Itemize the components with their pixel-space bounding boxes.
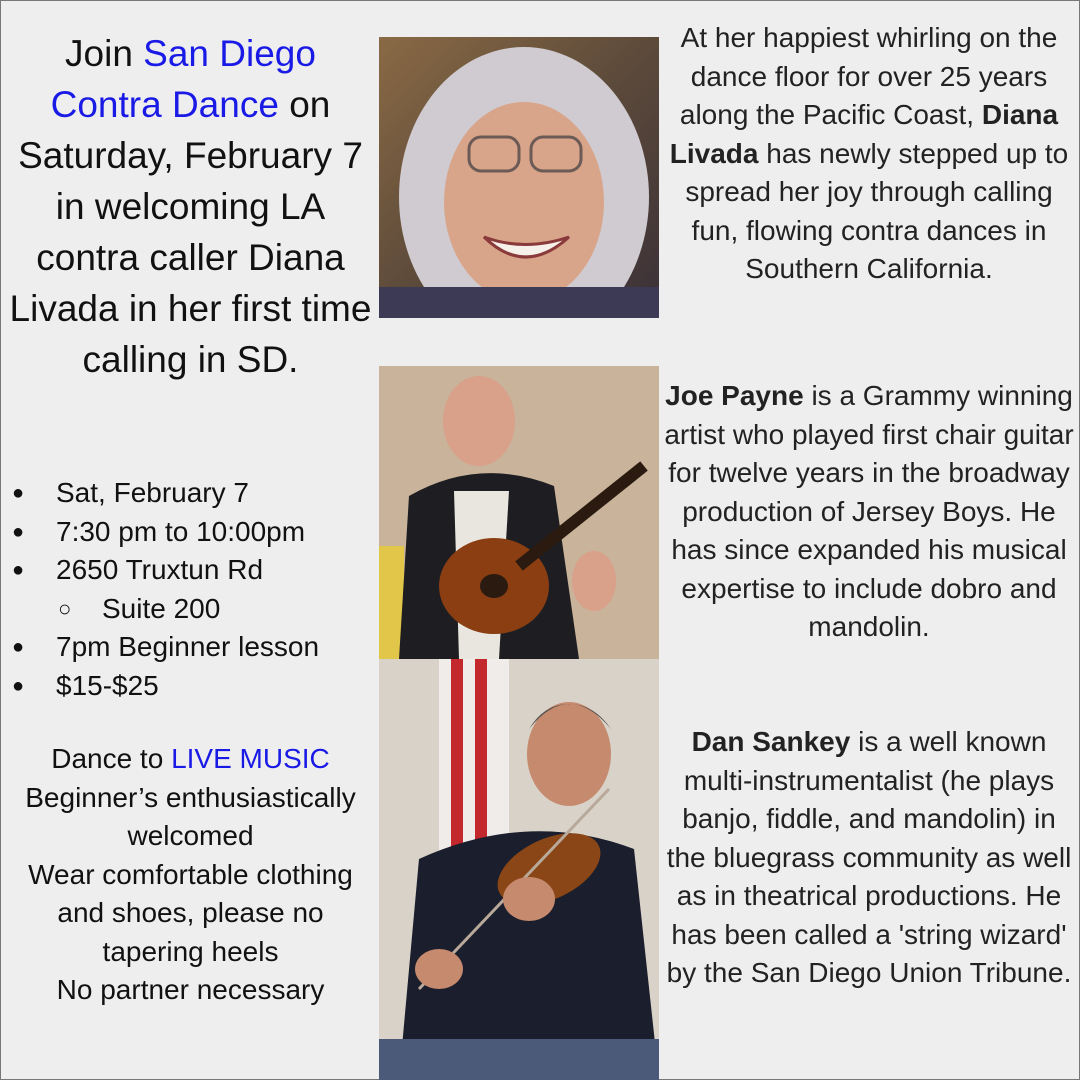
dan-name: Dan Sankey	[691, 726, 851, 757]
org-name: San Diego Contra Dance	[50, 33, 316, 125]
beginners-line: Beginner’s enthusiastically welcomed	[25, 781, 356, 851]
diana-photo	[379, 37, 659, 318]
diana-bio	[664, 19, 1074, 289]
diana-bio-after: has newly stepped up to spread her joy through calling fun, flowing contra dances in Southern California.	[685, 137, 1069, 284]
detail-time	[12, 513, 372, 552]
detail-text: $15-$25	[56, 669, 159, 701]
live-music: LIVE MUSIC	[171, 743, 330, 774]
bullet-icon: ●	[12, 674, 25, 697]
detail-price	[12, 667, 372, 706]
detail-suite	[12, 590, 372, 629]
detail-text: 7pm Beginner lesson	[56, 631, 320, 662]
detail-text: Sat, February 7	[56, 477, 249, 508]
left-column	[8, 28, 373, 385]
event-details-list	[12, 474, 372, 705]
dan-photo	[379, 659, 659, 1080]
joe-name: Joe Payne	[665, 380, 804, 411]
joe-photo	[379, 366, 659, 659]
detail-text: 7:30 pm to 10:00pm	[56, 515, 306, 547]
dance-prefix: Dance to	[51, 743, 172, 774]
joe-bio	[664, 377, 1074, 647]
headline-suffix: on Saturday, February 7 in welcoming LA contra caller Diana Livada in her first time calling in SD.	[9, 84, 372, 380]
dan-bio	[664, 723, 1074, 993]
detail-lesson	[12, 628, 372, 667]
detail-text: Suite 200	[102, 592, 221, 624]
detail-text: 2650 Truxtun Rd	[56, 554, 264, 585]
diana-name: Diana Livada	[669, 99, 1059, 169]
hollow-bullet-icon: ○	[58, 595, 72, 621]
detail-date	[12, 474, 372, 513]
bullet-icon: ●	[12, 520, 25, 543]
detail-address	[12, 551, 372, 590]
clothing-line: Wear comfortable clothing and shoes, please no tapering heels	[28, 858, 353, 967]
live-music-line	[8, 740, 373, 779]
headline	[8, 28, 373, 385]
dance-notes	[8, 740, 373, 1010]
bullet-icon: ●	[12, 636, 25, 658]
dan-bio-text: is a well known multi-instrumentalist (he plays banjo, fiddle, and mandolin) in the bluegrass community as well as in theatrical productions. He has been called a 'string wizard' by the San Diego Union Tribune.	[666, 726, 1072, 988]
headline-prefix: Join	[65, 33, 144, 74]
joe-bio-text: is a Grammy winning artist who played first chair guitar for twelve years in the broadway production of Jersey Boys. He has since expanded his musical expertise to include dobro and mandolin.	[664, 380, 1074, 642]
bullet-icon: ●	[12, 482, 25, 504]
bullet-icon: ●	[12, 559, 25, 581]
partner-line: No partner necessary	[56, 974, 325, 1005]
diana-bio-before: At her happiest whirling on the dance floor for over 25 years along the Pacific Coast,	[679, 22, 1058, 130]
